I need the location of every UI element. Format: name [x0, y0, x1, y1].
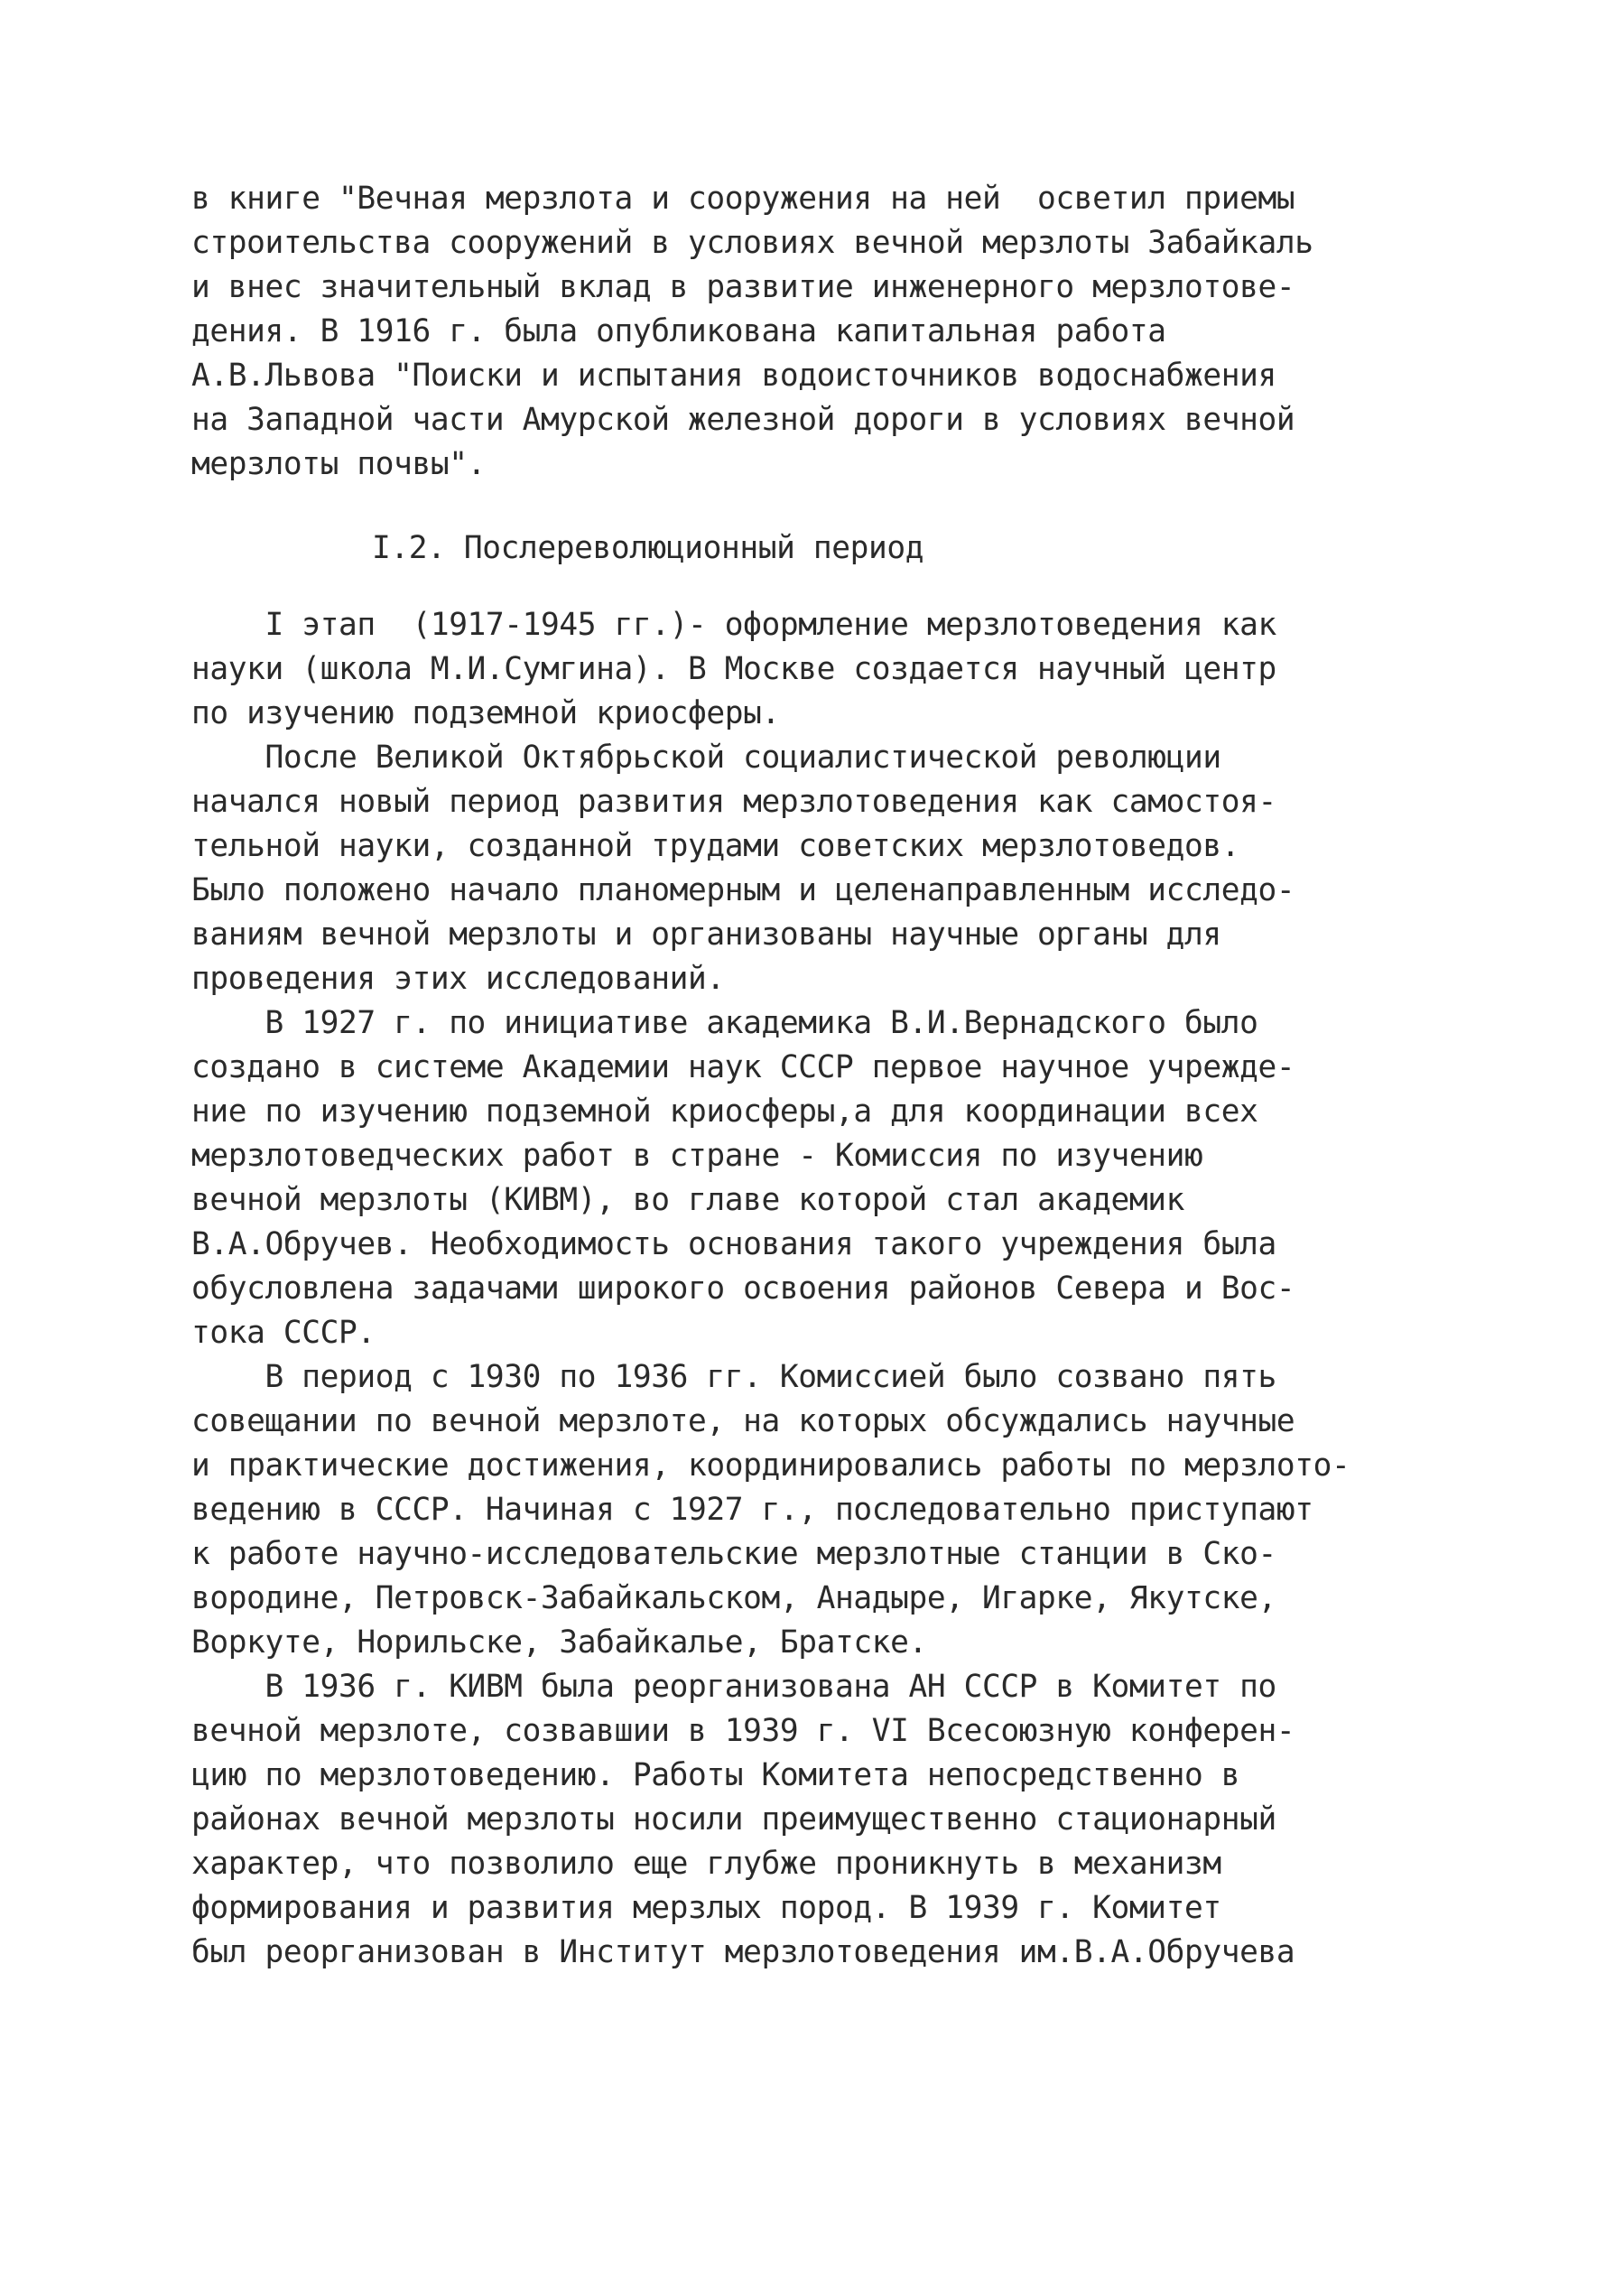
text-line: в книге "Вечная мерзлота и сооружения на ней осветил приемы: [191, 181, 1295, 217]
text-line: строительства сооружений в условиях вечной мерзлоты Забайкаль: [191, 225, 1313, 261]
spacer: [191, 571, 1356, 603]
text-line: вородине, Петровск-Забайкальском, Анадыре, Игарке, Якутске,: [191, 1580, 1276, 1616]
text-line: В 1927 г. по инициативе академика В.И.Вернадского было: [191, 1005, 1258, 1041]
text-line: был реорганизован в Институт мерзлотоведения им.В.А.Обручева: [191, 1934, 1295, 1970]
document-text: [191, 177, 1356, 1975]
text-line: В.А.Обручев. Необходимость основания такого учреждения была: [191, 1226, 1276, 1262]
text-line: науки (школа М.И.Сумгина). В Москве создается научный центр: [191, 651, 1276, 687]
text-line: В период с 1930 по 1936 гг. Комиссией было созвано пять: [191, 1359, 1276, 1395]
text-line: по изучению подземной криосферы.: [191, 695, 780, 731]
text-line: и практические достижения, координировались работы по мерзлото-: [191, 1447, 1350, 1484]
text-line: А.В.Львова "Поиски и испытания водоисточников водоснабжения: [191, 358, 1276, 394]
text-line: совещании по вечной мерзлоте, на которых обсуждались научные: [191, 1403, 1295, 1439]
section-heading: I.2. Послереволюционный период: [372, 530, 924, 566]
text-line: мерзлотоведческих работ в стране - Комиссия по изучению: [191, 1138, 1203, 1174]
text-line: Воркуте, Норильске, Забайкалье, Братске.: [191, 1624, 927, 1661]
text-line: После Великой Октябрьской социалистической революции: [191, 740, 1221, 776]
text-line: обусловлена задачами широкого освоения районов Севера и Вос-: [191, 1270, 1295, 1307]
text-line: вечной мерзлоты (КИВМ), во главе которой стал академик: [191, 1182, 1185, 1218]
text-line: ваниям вечной мерзлоты и организованы научные органы для: [191, 917, 1221, 953]
text-line: и внес значительный вклад в развитие инженерного мерзлотове-: [191, 269, 1295, 305]
text-line: тока СССР.: [191, 1315, 376, 1351]
text-line: тельной науки, созданной трудами советских мерзлотоведов.: [191, 828, 1240, 864]
spacer: [191, 487, 1356, 526]
text-line: создано в системе Академии наук СССР первое научное учрежде-: [191, 1049, 1295, 1085]
text-line: к работе научно-исследовательские мерзлотные станции в Ско-: [191, 1536, 1276, 1572]
text-line: формирования и развития мерзлых пород. В 1939 г. Комитет: [191, 1890, 1221, 1926]
text-line: начался новый период развития мерзлотоведения как самостоя-: [191, 784, 1276, 820]
text-line: Было положено начало планомерным и целенаправленным исследо-: [191, 872, 1295, 908]
text-line: мерзлоты почвы".: [191, 446, 486, 482]
text-line: районах вечной мерзлоты носили преимущественно стационарный: [191, 1801, 1276, 1838]
text-line: ние по изучению подземной криосферы,а для координации всех: [191, 1093, 1258, 1130]
text-line: I этап (1917-1945 гг.)- оформление мерзлотоведения как: [191, 607, 1276, 643]
text-line: В 1936 г. КИВМ была реорганизована АН СССР в Комитет по: [191, 1669, 1276, 1705]
text-line: вечной мерзлоте, созвавшии в 1939 г. VI Всесоюзную конферен-: [191, 1713, 1295, 1749]
text-line: характер, что позволило еще глубже проникнуть в механизм: [191, 1846, 1221, 1882]
text-line: на Западной части Амурской железной дороги в условиях вечной: [191, 402, 1295, 438]
text-line: ведению в СССР. Начиная с 1927 г., последовательно приступают: [191, 1492, 1313, 1528]
text-line: цию по мерзлотоведению. Работы Комитета непосредственно в: [191, 1757, 1240, 1793]
text-line: дения. В 1916 г. была опубликована капитальная работа: [191, 313, 1166, 349]
text-line: проведения этих исследований.: [191, 961, 725, 997]
